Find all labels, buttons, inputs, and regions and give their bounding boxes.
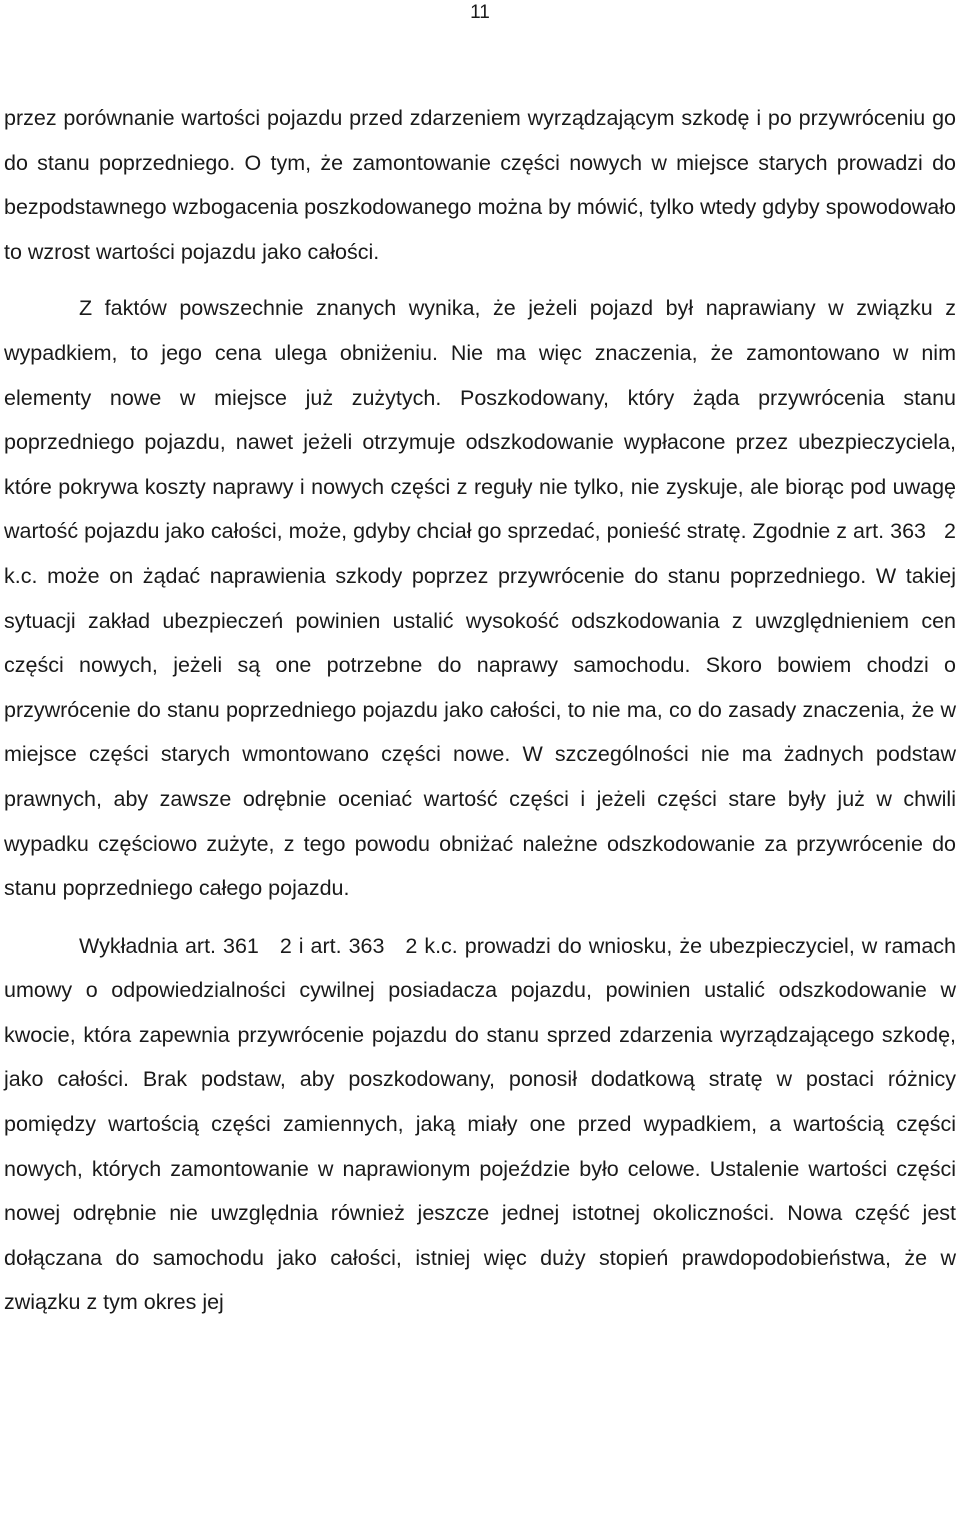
paragraph-1: przez porównanie wartości pojazdu przed zdarzeniem wyrządzającym szkodę i po przywróceniu go do stanu poprzedniego. O tym, że zamontowanie części nowych w miejsce starych prowadzi do bezpodstawnego wzbogacenia poszkodowanego można by mówić, tylko wtedy gdyby spowodowało to wzrost wartości pojazdu jako całości. [4,106,956,264]
document-body [4,96,956,1325]
paragraph-2: Z faktów powszechnie znanych wynika, że jeżeli pojazd był naprawiany w związku z wypadkiem, to jego cena ulega obniżeniu. Nie ma więc znaczenia, że zamontowano w nim elementy nowe w miejsce już zużytych. Poszkodowany, który żąda przywrócenia stanu poprzedniego pojazdu, nawet jeżeli otrzymuje odszkodowanie wypłacone przez ubezpieczyciela, które pokrywa koszty naprawy i nowych części z reguły nie tylko, nie zyskuje, ale biorąc pod uwagę wartość pojazdu jako całości, może, gdyby chciał go sprzedać, ponieść stratę. Zgodnie z art. 363 2 k.c. może on żądać naprawienia szkody poprzez przywrócenie do stanu poprzedniego. W takiej sytuacji zakład ubezpieczeń powinien ustalić wysokość odszkodowania z uwzględnieniem cen części nowych, jeżeli są one potrzebne do naprawy samochodu. Skoro bowiem chodzi o przywrócenie do stanu poprzedniego pojazdu jako całości, to nie ma, co do zasady znaczenia, że w miejsce części starych wmontowano części nowe. W szczególności nie ma żadnych podstaw prawnych, aby zawsze odrębnie oceniać wartość części i jeżeli części stare były już w chwili wypadku częściowo zużyte, z tego powodu obniżać należne odszkodowanie za przywrócenie do stanu poprzedniego całego pojazdu. [4,296,956,901]
paragraph-3: Wykładnia art. 361 2 i art. 363 2 k.c. prowadzi do wniosku, że ubezpieczyciel, w ramach umowy o odpowiedzialności cywilnej posiadacza pojazdu, powinien ustalić odszkodowanie w kwocie, która zapewnia przywrócenie pojazdu do stanu sprzed zdarzenia wyrządzającego szkodę, jako całości. Brak podstaw, aby poszkodowany, ponosił dodatkową stratę w postaci różnicy pomiędzy wartością części zamiennych, jaką miały one przed wypadkiem, a wartością części nowych, których zamontowanie w naprawionym pojeździe było celowe. Ustalenie wartości części nowej odrębnie nie uwzględnia również jeszcze jednej istotnej okoliczności. Nowa część jest dołączana do samochodu jako całości, istniej więc duży stopień prawdopodobieństwa, że w związku z tym okres jej [4,933,956,1315]
page-number: 11 [470,2,490,23]
